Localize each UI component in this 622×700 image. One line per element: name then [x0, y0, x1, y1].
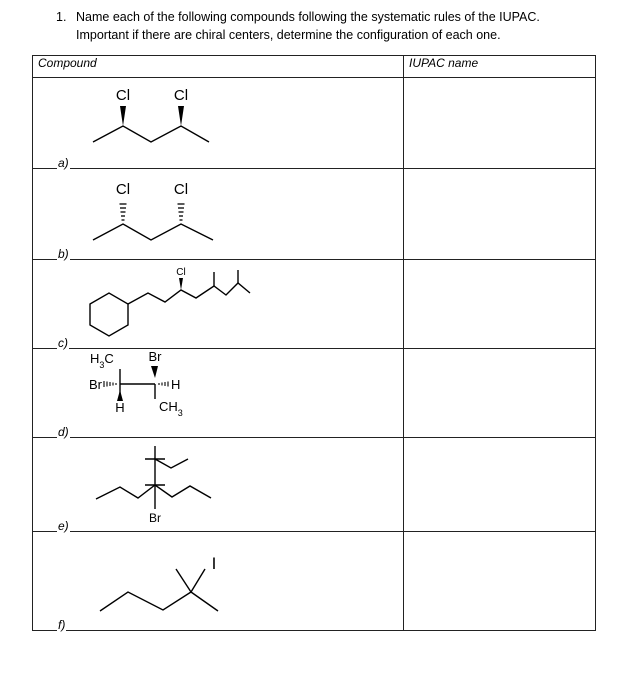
table-row [33, 260, 596, 349]
cyclohexane-ring [90, 293, 128, 336]
hashed-wedge-bond [120, 204, 127, 220]
hashed-wedge-bond [104, 381, 116, 387]
compound-cell-f [33, 532, 404, 631]
chlorine-label: Cl [115, 181, 131, 198]
table-row [33, 349, 596, 438]
compound-cell-e [33, 438, 404, 532]
iodine-label: I [211, 554, 217, 573]
methyl-label: $CH_3$ [159, 399, 183, 418]
structure-b [33, 169, 404, 260]
header-compound: Compound [33, 56, 404, 78]
chlorine-label: Cl [115, 87, 131, 104]
row-label: d) [58, 425, 69, 439]
header-iupac-name: IUPAC name [404, 56, 596, 78]
structure-d [33, 349, 404, 438]
table-row [33, 438, 596, 532]
compound-table [32, 55, 596, 631]
compound-cell-d [33, 349, 404, 438]
hashed-wedge-bond [159, 382, 168, 387]
row-label: a) [58, 156, 69, 170]
structure-f [33, 532, 404, 631]
bromine-label: Br [149, 511, 161, 525]
chlorine-label: Cl [176, 267, 186, 278]
hashed-wedge-bond [178, 204, 185, 220]
table-row [33, 532, 596, 631]
instruction-line-2: Important if there are chiral centers, determine the configuration of each one. [76, 28, 501, 42]
bromine-label: Br [89, 377, 102, 392]
compound-cell-c [33, 260, 404, 349]
structure-e [33, 438, 404, 532]
table-row [33, 78, 596, 169]
row-label: b) [58, 247, 69, 261]
table-header-row [33, 56, 596, 78]
row-label: f) [58, 618, 66, 632]
iupac-answer-cell[interactable] [404, 169, 596, 260]
structure-a [33, 78, 404, 169]
iupac-answer-cell[interactable] [404, 78, 596, 169]
iupac-answer-cell[interactable] [404, 260, 596, 349]
compound-cell-a [33, 78, 404, 169]
instruction-line-1: Name each of the following compounds following the systematic rules of the IUPAC. [76, 10, 540, 24]
compound-cell-b [33, 169, 404, 260]
iupac-answer-cell[interactable] [404, 438, 596, 532]
hydrogen-label: H [115, 400, 125, 415]
iupac-answer-cell[interactable] [404, 349, 596, 438]
table-row [33, 169, 596, 260]
iupac-answer-cell[interactable] [404, 532, 596, 631]
row-label: c) [58, 336, 68, 350]
hydrogen-label: H [171, 377, 181, 392]
structure-c [33, 260, 404, 349]
bromine-label: Br [148, 349, 162, 364]
methyl-label: $H_3C$ [90, 351, 114, 370]
chlorine-label: Cl [173, 181, 189, 198]
row-label: e) [58, 519, 69, 533]
question-number: 1. [56, 10, 67, 24]
chlorine-label: Cl [173, 87, 189, 104]
